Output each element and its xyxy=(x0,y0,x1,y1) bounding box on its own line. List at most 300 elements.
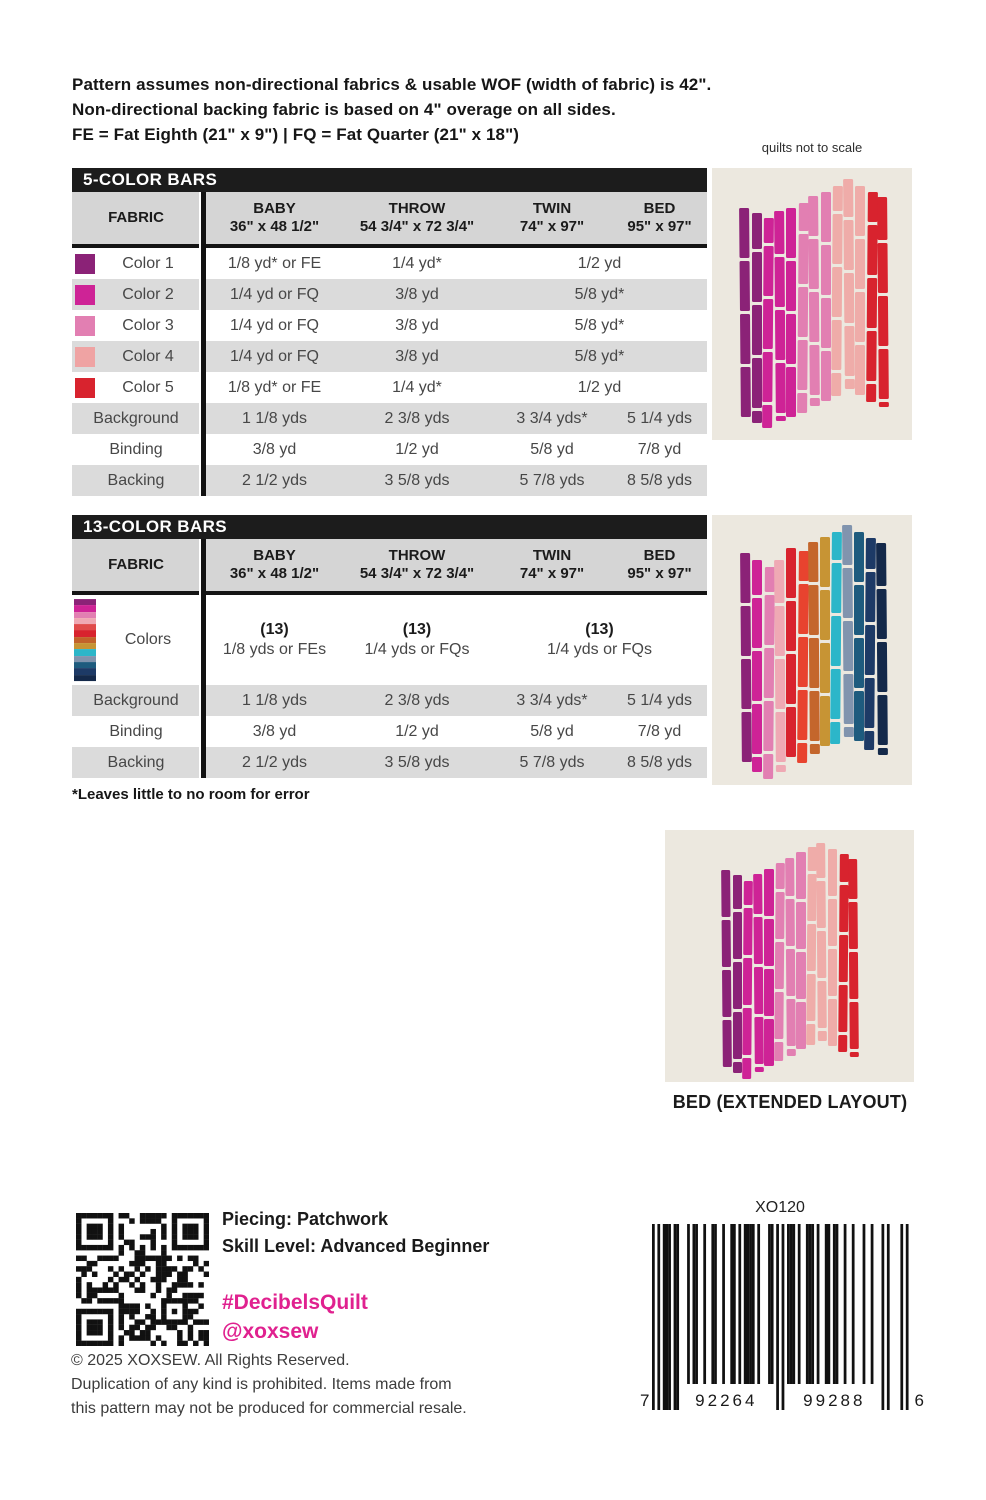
quilt-bar xyxy=(820,696,830,746)
quilt-bar xyxy=(821,245,831,295)
column-header-name: BABY xyxy=(253,547,296,564)
column-header-name: BED xyxy=(643,200,676,217)
column-header-name: TWIN xyxy=(532,547,572,564)
yardage-cell: 3 5/8 yds xyxy=(384,753,450,771)
quilt-bar-column xyxy=(797,203,809,413)
quilt-bar xyxy=(785,858,795,896)
quilt-bar xyxy=(762,352,772,402)
cell-count: (13) xyxy=(585,621,614,638)
fabric-label-cell xyxy=(72,310,200,341)
quilt-bar xyxy=(733,912,742,959)
fabric-label-cell xyxy=(72,434,200,465)
quilt-bar xyxy=(820,537,830,587)
yardage-cell: 5/8 yd* xyxy=(574,347,625,365)
yardage-cell: 5/8 yd* xyxy=(574,316,625,334)
quilt-bar-column xyxy=(806,847,817,1045)
table-header-row xyxy=(72,539,707,591)
yardage-cell xyxy=(492,595,707,685)
sku-label: XO120 xyxy=(755,1199,805,1216)
quilt-bar-column xyxy=(866,192,878,402)
fabric-label: Binding xyxy=(109,722,163,740)
quilt-bar xyxy=(878,295,888,345)
quilt-bar xyxy=(743,1007,753,1054)
quilt-bar xyxy=(775,658,785,708)
quilt-bar xyxy=(855,186,865,236)
quilt-bar xyxy=(786,548,796,598)
column-header xyxy=(612,539,707,591)
yardage-cell: 5 7/8 yds xyxy=(519,471,585,489)
quilt-bar-column xyxy=(742,881,753,1079)
column-header-name: THROW xyxy=(388,547,446,564)
upc-barcode xyxy=(636,1224,936,1424)
quilt-bar xyxy=(832,267,842,317)
quilt-bar-column xyxy=(752,560,762,772)
quilt-bar xyxy=(797,286,807,336)
bed-extended-quilt-panel xyxy=(665,830,914,1082)
quilt-bar xyxy=(786,707,796,757)
table-row xyxy=(72,372,707,403)
table-row xyxy=(72,403,707,434)
column-header xyxy=(72,539,200,591)
quilt-bar xyxy=(722,970,732,1017)
color-swatch xyxy=(75,378,95,398)
quilt-bar xyxy=(828,899,837,946)
color-swatch xyxy=(75,316,95,336)
skill-level-info: Skill Level: Advanced Beginner xyxy=(222,1236,490,1256)
yardage-cell: 5/8 yd xyxy=(530,722,574,740)
color-swatch-stack xyxy=(74,599,96,681)
quilt-bar xyxy=(838,985,848,1032)
quilt-bar xyxy=(786,601,796,651)
quilt-bar xyxy=(865,625,875,675)
quilt-bar-column xyxy=(764,869,773,1067)
quilt-bar-column xyxy=(855,186,865,396)
hashtag-link: #DecibelsQuilt xyxy=(222,1291,368,1314)
column-header-name: FABRIC xyxy=(108,209,164,226)
quilt-bar xyxy=(740,367,750,417)
quilt-bar xyxy=(742,1057,752,1079)
quilt-bar xyxy=(740,553,750,603)
yardage-cell: 1/8 yd* or FE xyxy=(227,378,322,396)
table-row xyxy=(72,248,707,279)
yardage-cell: 5 1/4 yds xyxy=(627,691,692,709)
column-header-size: 74" x 97" xyxy=(519,218,585,235)
cell-yardage: 1/8 yds or FEs xyxy=(222,641,327,658)
quilt-bar xyxy=(876,543,886,586)
yardage-cell: 1/4 yd or FQ xyxy=(230,347,319,365)
copyright-line-2: Duplication of any kind is prohibited. Items made from xyxy=(71,1376,452,1393)
quilt-bar xyxy=(775,711,785,761)
color-swatch xyxy=(75,285,95,305)
quilt-bar xyxy=(865,572,875,622)
fabric-label-cell xyxy=(72,685,200,716)
quilt-bar xyxy=(879,401,889,407)
quilt-bar xyxy=(842,568,852,618)
quilt-bar xyxy=(764,567,774,592)
quilt-bar-column xyxy=(831,186,843,396)
fabric-label-cell xyxy=(72,279,200,310)
quilt-bar-column xyxy=(876,543,888,755)
quilt-bar xyxy=(743,907,753,954)
fabric-label: Background xyxy=(93,409,179,427)
intro-line-3: FE = Fat Eighth (21" x 9") | FQ = Fat Quarter (21" x 18") xyxy=(72,125,520,144)
not-to-scale-note: quilts not to scale xyxy=(761,140,863,155)
quilt-bar xyxy=(833,186,843,211)
quilt-bar xyxy=(774,1042,784,1061)
quilt-bar xyxy=(842,525,852,565)
quilt-bar xyxy=(798,584,808,634)
column-header xyxy=(342,539,492,591)
thirteen-color-bars-table xyxy=(72,515,707,778)
quilt-bar xyxy=(752,704,762,754)
quilt-bar-column xyxy=(733,875,742,1073)
quilt-bar-column xyxy=(821,192,831,402)
quilt-bar xyxy=(807,923,817,970)
quilt-bar xyxy=(764,595,774,645)
quilt-bar-column xyxy=(786,208,796,418)
quilt-bar xyxy=(786,261,796,311)
table-row xyxy=(72,434,707,465)
quilt-bar xyxy=(838,1035,848,1052)
quilt-bar xyxy=(741,659,751,709)
quilt-bar xyxy=(752,252,762,302)
copyright-line-1: © 2025 XOXSEW. All Rights Reserved. xyxy=(71,1352,350,1369)
fabric-label-cell xyxy=(72,403,200,434)
quilt-bar xyxy=(796,952,805,999)
quilt-bar xyxy=(763,299,773,349)
quilt-bar xyxy=(797,339,807,389)
quilt-bar-column xyxy=(854,532,864,744)
quilt-bar xyxy=(752,305,762,355)
quilt-bar-column xyxy=(740,553,752,765)
cell-yardage: 1/4 yds or FQs xyxy=(364,641,470,658)
column-header xyxy=(72,192,200,244)
quilt-bar xyxy=(806,1023,816,1045)
thirteen-color-quilt-panel xyxy=(712,515,912,785)
yardage-cell: 1/2 yd xyxy=(395,722,439,740)
quilt-bar-column xyxy=(774,560,786,772)
column-header-size: 36" x 48 1/2" xyxy=(229,218,320,235)
yardage-cell: 5 7/8 yds xyxy=(519,753,585,771)
yardage-cell: 1/4 yd or FQ xyxy=(230,316,319,334)
quilt-bar-column xyxy=(877,197,889,407)
quilt-bar xyxy=(821,192,831,242)
quilt-bar xyxy=(817,931,827,978)
quilt-bar xyxy=(843,621,853,671)
quilt-bar xyxy=(850,1052,859,1057)
quilt-bar xyxy=(854,585,864,635)
quilt-bar xyxy=(828,849,837,896)
column-header-size: 95" x 97" xyxy=(627,218,692,235)
quilt-bar xyxy=(828,949,837,996)
column-header xyxy=(492,192,612,244)
yardage-cell: 3/8 yd xyxy=(252,722,297,740)
column-header-name: FABRIC xyxy=(108,556,164,573)
table-row xyxy=(72,595,707,685)
quilt-bar xyxy=(754,967,764,1014)
quilt-bar xyxy=(764,1019,773,1066)
quilt-bar xyxy=(786,949,796,996)
quilt-bar xyxy=(854,638,864,688)
quilt-bar xyxy=(808,542,818,582)
quilt-bar xyxy=(763,701,773,751)
yardage-cell: 1/8 yd* or FE xyxy=(227,254,322,272)
quilt-bar xyxy=(864,731,874,750)
yardage-cell: 1/2 yd xyxy=(577,254,622,272)
svg-text:7: 7 xyxy=(640,1391,650,1410)
table-title: 13-COLOR BARS xyxy=(72,515,707,539)
quilt-bar xyxy=(818,1031,827,1041)
svg-text:99288: 99288 xyxy=(803,1391,866,1410)
fabric-label: Backing xyxy=(107,753,165,771)
intro-line-1: Pattern assumes non-directional fabrics & usable WOF (width of fabric) is 42". xyxy=(72,75,712,94)
fabric-label-cell xyxy=(72,372,200,403)
quilt-bar xyxy=(832,214,842,264)
quilt-bar xyxy=(774,992,784,1039)
column-header xyxy=(342,192,492,244)
quilt-bar xyxy=(849,902,859,949)
five-color-quilt-panel xyxy=(712,168,912,440)
quilt-bar xyxy=(797,690,807,740)
quilt-bar xyxy=(752,598,762,648)
fabric-label-cell xyxy=(72,465,200,496)
yardage-cell: 8 5/8 yds xyxy=(627,471,692,489)
fabric-label-cell xyxy=(72,716,200,747)
quilt-bar-column xyxy=(786,548,796,760)
quilt-bar xyxy=(764,218,774,243)
column-header-size: 36" x 48 1/2" xyxy=(229,565,320,582)
quilt-bar xyxy=(798,551,808,581)
quilt-bar xyxy=(752,560,762,595)
quilt-bar xyxy=(817,881,827,928)
yardage-cell xyxy=(207,595,342,685)
quilt-bar xyxy=(733,875,742,909)
quilt-bar xyxy=(776,764,786,772)
quilt-bar xyxy=(775,942,785,989)
quilt-bar xyxy=(733,1062,742,1073)
yardage-cell: 5 1/4 yds xyxy=(627,409,692,427)
quilt-bar xyxy=(752,757,762,772)
quilt-bar xyxy=(844,378,854,389)
quilt-bar xyxy=(786,314,796,364)
quilt-bar xyxy=(796,852,805,899)
quilt-bar xyxy=(877,747,887,755)
column-header-name: THROW xyxy=(388,200,446,217)
yardage-cell: 7/8 yd xyxy=(637,440,682,458)
quilt-bar xyxy=(722,920,732,967)
quilt-bar-column xyxy=(763,567,775,779)
table-row xyxy=(72,747,707,778)
yardage-cell: 3 3/4 yds* xyxy=(516,409,588,427)
fabric-label: Color 4 xyxy=(122,347,174,365)
quilt-bar xyxy=(753,874,763,914)
yardage-cell: 1/2 yd xyxy=(395,440,439,458)
quilt-bar xyxy=(774,560,784,603)
quilt-bar-column xyxy=(843,179,855,389)
quilt-bar xyxy=(831,320,841,370)
column-header xyxy=(207,192,342,244)
quilt-bar xyxy=(876,588,886,638)
fabric-label: Binding xyxy=(109,440,163,458)
quilt-bar xyxy=(839,885,849,932)
table-row xyxy=(72,716,707,747)
cell-count: (13) xyxy=(260,621,289,638)
column-header-name: BABY xyxy=(253,200,296,217)
quilt-bar xyxy=(743,957,753,1004)
quilt-bar xyxy=(830,721,840,744)
quilt-bar-column xyxy=(762,218,774,428)
yardage-cell: 5/8 yd* xyxy=(574,285,625,303)
quilt-bar xyxy=(775,415,785,421)
quilt-bar xyxy=(820,590,830,640)
quilt-bar xyxy=(866,278,876,328)
column-header-size: 54 3/4" x 72 3/4" xyxy=(359,565,475,582)
quilt-bar xyxy=(755,1067,764,1072)
quilt-bar xyxy=(831,668,841,718)
quilt-bar xyxy=(843,674,853,724)
quilt-bar-column xyxy=(774,863,785,1061)
quilt-bar-column xyxy=(830,532,842,744)
quilt-bar-column xyxy=(797,551,809,763)
quilt-bar xyxy=(877,641,887,691)
intro-line-2: Non-directional backing fabric is based on 4" overage on all sides. xyxy=(72,100,616,119)
quilt-bar xyxy=(786,367,796,417)
quilt-bar xyxy=(741,712,751,762)
quilt-bar-column xyxy=(774,211,786,421)
quilt-bar xyxy=(762,405,772,428)
quilt-bar-column xyxy=(838,854,849,1052)
quilt-bar xyxy=(797,637,807,687)
yardage-cell: 3/8 yd xyxy=(395,347,439,365)
quilt-bar xyxy=(763,246,773,296)
yardage-cell: 1/4 yd* xyxy=(392,254,442,272)
fabric-label: Background xyxy=(93,691,179,709)
quilt-bar xyxy=(774,309,784,359)
quilt-bar xyxy=(752,651,762,701)
quilt-bar xyxy=(821,298,831,348)
swatch-strip xyxy=(74,675,96,681)
quilt-bar xyxy=(752,358,762,408)
quilt-bar xyxy=(763,754,773,779)
column-header xyxy=(207,539,342,591)
color-swatch xyxy=(75,254,95,274)
cell-yardage: 1/4 yds or FQs xyxy=(547,641,652,658)
color-swatch xyxy=(75,347,95,367)
quilt-bar-column xyxy=(808,542,820,754)
quilt-bar xyxy=(740,261,750,311)
quilt-bar-column xyxy=(808,196,820,406)
column-header-name: TWIN xyxy=(532,200,572,217)
quilt-bar xyxy=(843,272,853,322)
quilt-bar xyxy=(866,331,876,381)
quilt-bar xyxy=(796,902,805,949)
quilt-bar xyxy=(733,962,742,1009)
quilt-bar xyxy=(821,351,831,401)
quilt-bar xyxy=(764,919,773,966)
quilt-bar xyxy=(848,859,858,899)
piecing-info: Piecing: Patchwork xyxy=(222,1209,389,1229)
quilt-bar xyxy=(752,213,762,249)
quilt-bar xyxy=(844,325,854,375)
quilt-bar xyxy=(832,562,842,612)
quilt-bar xyxy=(832,532,842,560)
quilt-bar xyxy=(818,981,828,1028)
quilt-bar xyxy=(775,892,785,939)
quilt-bar xyxy=(806,973,816,1020)
quilt-bar-column xyxy=(753,874,764,1072)
yardage-cell: 3/8 yd xyxy=(252,440,297,458)
quilt-bar xyxy=(808,196,818,236)
quilt-bar xyxy=(807,873,817,920)
quilt-bar xyxy=(786,208,796,258)
yardage-cell: 3 5/8 yds xyxy=(384,471,450,489)
quilt-bar xyxy=(809,691,819,741)
copyright-text xyxy=(71,1349,467,1421)
quilt-bar xyxy=(796,1002,805,1049)
quilt-bar xyxy=(844,727,854,737)
quilt-bar xyxy=(828,999,837,1046)
quilt-bar xyxy=(764,869,773,916)
bed-layout-caption: BED (EXTENDED LAYOUT) xyxy=(672,1092,908,1112)
column-divider-line xyxy=(201,192,206,496)
quilt-bar-column xyxy=(820,537,830,749)
table-row xyxy=(72,685,707,716)
copyright-line-3: this pattern may not be produced for commercial resale. xyxy=(71,1400,467,1417)
quilt-bar xyxy=(797,392,807,413)
quilt-bar xyxy=(866,384,876,402)
column-header-name: BED xyxy=(643,547,676,564)
intro-text xyxy=(72,72,711,147)
yardage-cell: 1/2 yd xyxy=(577,378,622,396)
table-title: 5-COLOR BARS xyxy=(72,168,707,192)
quilt-bar xyxy=(878,348,888,398)
quilt-bar xyxy=(786,1049,795,1056)
fabric-label-cell xyxy=(72,595,200,685)
yardage-cell: 5/8 yd xyxy=(530,440,574,458)
quilt-bar xyxy=(798,233,808,283)
quilt-bar xyxy=(817,843,827,878)
quilt-bar xyxy=(877,694,887,744)
column-divider-line xyxy=(201,539,206,778)
social-handle: @xoxsew xyxy=(222,1320,319,1343)
quilt-bar xyxy=(763,648,773,698)
quilt-bar xyxy=(776,863,786,889)
column-header-size: 95" x 97" xyxy=(627,565,692,582)
quilt-bar xyxy=(877,242,887,292)
quilt-bar-column xyxy=(828,849,837,1047)
quilt-bar-column xyxy=(721,870,732,1068)
quilt-bar xyxy=(866,538,876,569)
quilt-bar xyxy=(774,256,784,306)
quilt-bar xyxy=(753,917,763,964)
quilt-bar xyxy=(774,211,784,254)
quilt-bar xyxy=(733,1012,742,1059)
cell-count: (13) xyxy=(402,621,432,638)
quilt-bar xyxy=(849,952,859,999)
column-header xyxy=(492,539,612,591)
yardage-cell: 1/4 yd or FQ xyxy=(230,285,319,303)
table-row xyxy=(72,341,707,372)
yardage-cell xyxy=(342,595,492,685)
quilt-bar xyxy=(855,292,865,342)
quilt-bar xyxy=(754,1017,764,1064)
quilt-bar xyxy=(797,743,807,763)
fabric-label-cell xyxy=(72,341,200,372)
quilt-bar xyxy=(785,899,795,946)
quilt-bar xyxy=(855,239,865,289)
yardage-cell: 2 1/2 yds xyxy=(242,471,307,489)
quilt-bar xyxy=(798,203,808,231)
